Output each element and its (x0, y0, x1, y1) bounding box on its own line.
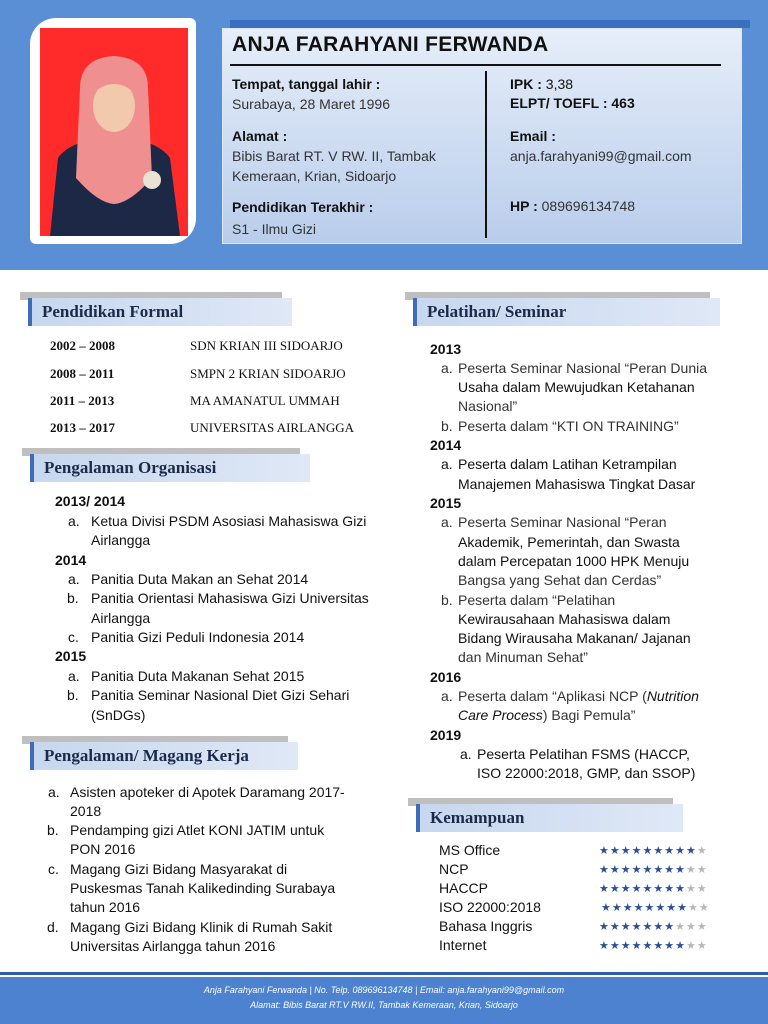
star-icon: ★ (631, 845, 643, 857)
star-icon: ★ (620, 845, 632, 857)
star-icon: ★ (653, 940, 665, 952)
star-icon: ★ (664, 921, 676, 933)
seminar-item: ISO 22000:2018, GMP, dan SSOP) (477, 765, 696, 781)
ipk-value: 3,38 (545, 76, 574, 92)
work-item: PON 2016 (70, 841, 136, 857)
seminar-item: a. (441, 688, 453, 704)
star-icon: ★ (688, 902, 699, 914)
last-education-label: Pendidikan Terakhir : (232, 199, 374, 215)
address-line-1: Bibis Barat RT. V RW. II, Tambak (232, 148, 436, 164)
star-icon: ★ (620, 921, 632, 933)
work-item: Magang Gizi Bidang Klinik di Rumah Sakit (70, 919, 333, 935)
star-icon: ★ (609, 845, 621, 857)
work-item: Magang Gizi Bidang Masyarakat di (70, 861, 288, 877)
star-icon: ★ (675, 864, 686, 876)
star-icon: ★ (599, 845, 610, 857)
toefl-row (510, 95, 635, 111)
skill-name: Internet (439, 937, 487, 953)
organization-item: 2014 (55, 552, 87, 568)
seminar-text: ) Bagi Pemula” (542, 707, 636, 723)
star-icon: ★ (620, 883, 632, 895)
portrait-illustration (40, 28, 188, 236)
star-icon: ★ (664, 864, 676, 876)
star-icon: ★ (599, 940, 610, 952)
work-item: tahun 2016 (70, 899, 141, 915)
seminar-item: a. (460, 746, 472, 762)
section-title: Pengalaman/ Magang Kerja (44, 746, 249, 765)
star-icon: ★ (675, 921, 686, 933)
organization-item: b. (67, 590, 79, 606)
organization-item: a. (68, 668, 80, 684)
skill-name: NCP (439, 861, 469, 877)
seminar-item: Peserta Seminar Nasional “Peran (458, 514, 667, 530)
seminar-item: Peserta dalam “KTI ON TRAINING” (458, 418, 679, 434)
full-name: ANJA FARAHYANI FERWANDA (232, 33, 549, 56)
section-title: Kemampuan (430, 808, 525, 827)
star-icon: ★ (642, 921, 654, 933)
work-item: d. (47, 919, 59, 935)
ipk-label: IPK : (510, 76, 542, 92)
skill-rating (599, 863, 708, 876)
address-line-2: Kemeraan, Krian, Sidoarjo (232, 168, 397, 184)
organization-item: Panitia Orientasi Mahasiswa Gizi Universitas (91, 590, 369, 606)
star-icon: ★ (653, 921, 665, 933)
star-icon: ★ (696, 940, 708, 952)
star-icon: ★ (642, 940, 654, 952)
seminar-item-ncp-2 (458, 706, 635, 725)
star-icon: ★ (686, 883, 697, 895)
star-icon: ★ (675, 845, 686, 857)
organization-item: 2015 (55, 648, 87, 664)
skill-name: HACCP (439, 880, 489, 896)
education-year: 2011 – 2013 (50, 393, 115, 408)
seminar-item: a. (441, 456, 453, 472)
organization-item: Airlangga (91, 532, 151, 548)
toefl-label: ELPT/ TOEFL : (510, 95, 608, 111)
star-icon: ★ (696, 845, 708, 857)
star-icon: ★ (686, 940, 697, 952)
star-icon: ★ (631, 883, 643, 895)
seminar-item: a. (441, 514, 453, 530)
star-icon: ★ (675, 883, 686, 895)
star-icon: ★ (599, 921, 610, 933)
star-icon: ★ (664, 940, 676, 952)
work-item: b. (47, 822, 59, 838)
seminar-item: Usaha dalam Mewujudkan Ketahanan (458, 379, 695, 395)
star-icon: ★ (642, 883, 654, 895)
star-icon: ★ (653, 845, 665, 857)
star-icon: ★ (609, 940, 621, 952)
seminar-item: Peserta Pelatihan FSMS (HACCP, (477, 746, 690, 762)
seminar-text-italic: Nutrition (646, 688, 699, 704)
organization-item: 2013/ 2014 (55, 493, 126, 509)
skill-name: Bahasa Inggris (439, 918, 533, 934)
phone-label: HP : (510, 198, 538, 214)
star-icon: ★ (609, 921, 621, 933)
seminar-item: 2013 (430, 341, 462, 357)
star-icon: ★ (686, 864, 697, 876)
phone-value: 089696134748 (541, 198, 636, 214)
organization-item: Airlangga (91, 610, 151, 626)
work-item: 2018 (70, 803, 102, 819)
organization-item: Panitia Duta Makan an Sehat 2014 (91, 571, 309, 587)
seminar-item: 2016 (430, 669, 462, 685)
star-icon: ★ (696, 864, 708, 876)
star-icon: ★ (642, 845, 654, 857)
education-school: SMPN 2 KRIAN SIDOARJO (190, 366, 346, 381)
skill-name: ISO 22000:2018 (439, 899, 541, 915)
phone-row (510, 198, 635, 214)
seminar-item: Peserta dalam “Pelatihan (458, 592, 616, 608)
seminar-item: Manajemen Mahasiswa Tingkat Dasar (458, 476, 696, 492)
star-icon: ★ (675, 940, 686, 952)
work-item: Pendamping gizi Atlet KONI JATIM untuk (70, 822, 325, 838)
education-year: 2002 – 2008 (50, 338, 115, 353)
footer-contact: Anja Farahyani Ferwanda | No. Telp. 089696134748 | Email: anja.farahyani99@gmail.com (203, 985, 565, 995)
seminar-item: a. (441, 360, 453, 376)
education-year: 2008 – 2011 (50, 366, 115, 381)
star-icon: ★ (633, 902, 645, 914)
organization-item: c. (68, 629, 79, 645)
star-icon: ★ (664, 845, 676, 857)
work-item: c. (48, 861, 59, 877)
education-school: MA AMANATUL UMMAH (190, 393, 340, 408)
star-icon: ★ (642, 864, 654, 876)
star-icon: ★ (620, 864, 632, 876)
seminar-item: Bidang Wirausaha Makanan/ Jajanan (458, 630, 691, 646)
name-underline (230, 64, 721, 66)
star-icon: ★ (653, 864, 665, 876)
star-icon: ★ (664, 883, 676, 895)
section-formal-education (20, 292, 292, 326)
star-icon: ★ (599, 864, 610, 876)
seminar-item: Akademik, Pemerintah, dan Swasta (458, 534, 680, 550)
organization-item: Panitia Gizi Peduli Indonesia 2014 (91, 629, 305, 645)
star-icon: ★ (631, 940, 643, 952)
star-icon: ★ (611, 902, 623, 914)
profile-photo (40, 28, 188, 236)
seminar-text-italic: Care Process (458, 707, 543, 723)
organization-item: b. (67, 687, 79, 703)
section-title: Pendidikan Formal (42, 302, 184, 321)
star-icon: ★ (698, 902, 710, 914)
info-divider (485, 71, 487, 238)
education-school: UNIVERSITAS AIRLANGGA (190, 420, 354, 435)
star-icon: ★ (653, 883, 665, 895)
star-icon: ★ (644, 902, 656, 914)
education-school: SDN KRIAN III SIDOARJO (190, 338, 343, 353)
seminar-item: Kewirausahaan Mahasiswa dalam (458, 611, 671, 627)
star-icon: ★ (622, 902, 634, 914)
footer-rule (0, 972, 768, 975)
seminar-item: b. (441, 592, 453, 608)
footer-address: Alamat: Bibis Barat RT.V RW.II, Tambak Kemeraan, Krian, Sidoarjo (250, 1000, 518, 1010)
skill-rating (599, 882, 708, 895)
section-title: Pelatihan/ Seminar (427, 302, 567, 321)
section-work (22, 736, 298, 770)
organization-item: a. (68, 513, 80, 529)
birth-label: Tempat, tanggal lahir : (232, 76, 381, 92)
work-item: Universitas Airlangga tahun 2016 (70, 938, 276, 954)
work-item: Asisten apoteker di Apotek Daramang 2017- (70, 784, 345, 800)
star-icon: ★ (655, 902, 667, 914)
organization-item: Panitia Duta Makanan Sehat 2015 (91, 668, 305, 684)
header-stripe (230, 20, 750, 28)
email-label: Email : (510, 128, 556, 144)
skill-rating (601, 901, 710, 914)
address-label: Alamat : (232, 128, 288, 144)
star-icon: ★ (620, 940, 632, 952)
star-icon: ★ (631, 864, 643, 876)
birth-value: Surabaya, 28 Maret 1996 (232, 96, 390, 112)
section-organization (22, 448, 310, 482)
star-icon: ★ (666, 902, 678, 914)
organization-item: a. (68, 571, 80, 587)
seminar-item: dalam Percepatan 1000 HPK Menuju (458, 553, 690, 569)
organization-item: Ketua Divisi PSDM Asosiasi Mahasiswa Gizi (91, 513, 367, 529)
star-icon: ★ (631, 921, 643, 933)
star-icon: ★ (696, 883, 708, 895)
star-icon: ★ (686, 921, 697, 933)
seminar-text: Peserta dalam “Aplikasi NCP ( (458, 688, 647, 704)
toefl-value: 463 (611, 95, 635, 111)
seminar-item: 2014 (430, 437, 462, 453)
star-icon: ★ (677, 902, 688, 914)
seminar-item: 2015 (430, 495, 462, 511)
ipk-row (510, 76, 573, 92)
seminar-item: Bangsa yang Sehat dan Cerdas” (458, 572, 662, 588)
section-skills (408, 798, 683, 832)
seminar-item-ncp (458, 687, 699, 706)
section-title: Pengalaman Organisasi (44, 458, 217, 477)
seminar-item: b. (441, 418, 453, 434)
organization-item: (SnDGs) (91, 707, 146, 723)
star-icon: ★ (609, 883, 621, 895)
seminar-item: dan Minuman Sehat” (458, 649, 588, 665)
skill-rating (599, 920, 708, 933)
email-value[interactable]: anja.farahyani99@gmail.com (510, 148, 692, 164)
seminar-item: Peserta Seminar Nasional “Peran Dunia (458, 360, 708, 376)
education-year: 2013 – 2017 (50, 420, 115, 435)
star-icon: ★ (686, 845, 697, 857)
star-icon: ★ (599, 883, 610, 895)
seminar-item: Nasional” (458, 398, 518, 414)
work-item: Puskesmas Tanah Kalikedinding Surabaya (70, 880, 336, 896)
star-icon: ★ (601, 902, 612, 914)
organization-item: Panitia Seminar Nasional Diet Gizi Sehari (91, 687, 350, 703)
seminar-item: 2019 (430, 727, 462, 743)
work-item: a. (48, 784, 60, 800)
skill-rating (599, 939, 708, 952)
star-icon: ★ (696, 921, 708, 933)
seminar-item: Peserta dalam Latihan Ketrampilan (458, 456, 677, 472)
section-seminar (405, 292, 720, 326)
skill-rating (599, 844, 708, 857)
skill-name: MS Office (439, 842, 501, 858)
star-icon: ★ (609, 864, 621, 876)
last-education-value: S1 - Ilmu Gizi (232, 221, 317, 237)
